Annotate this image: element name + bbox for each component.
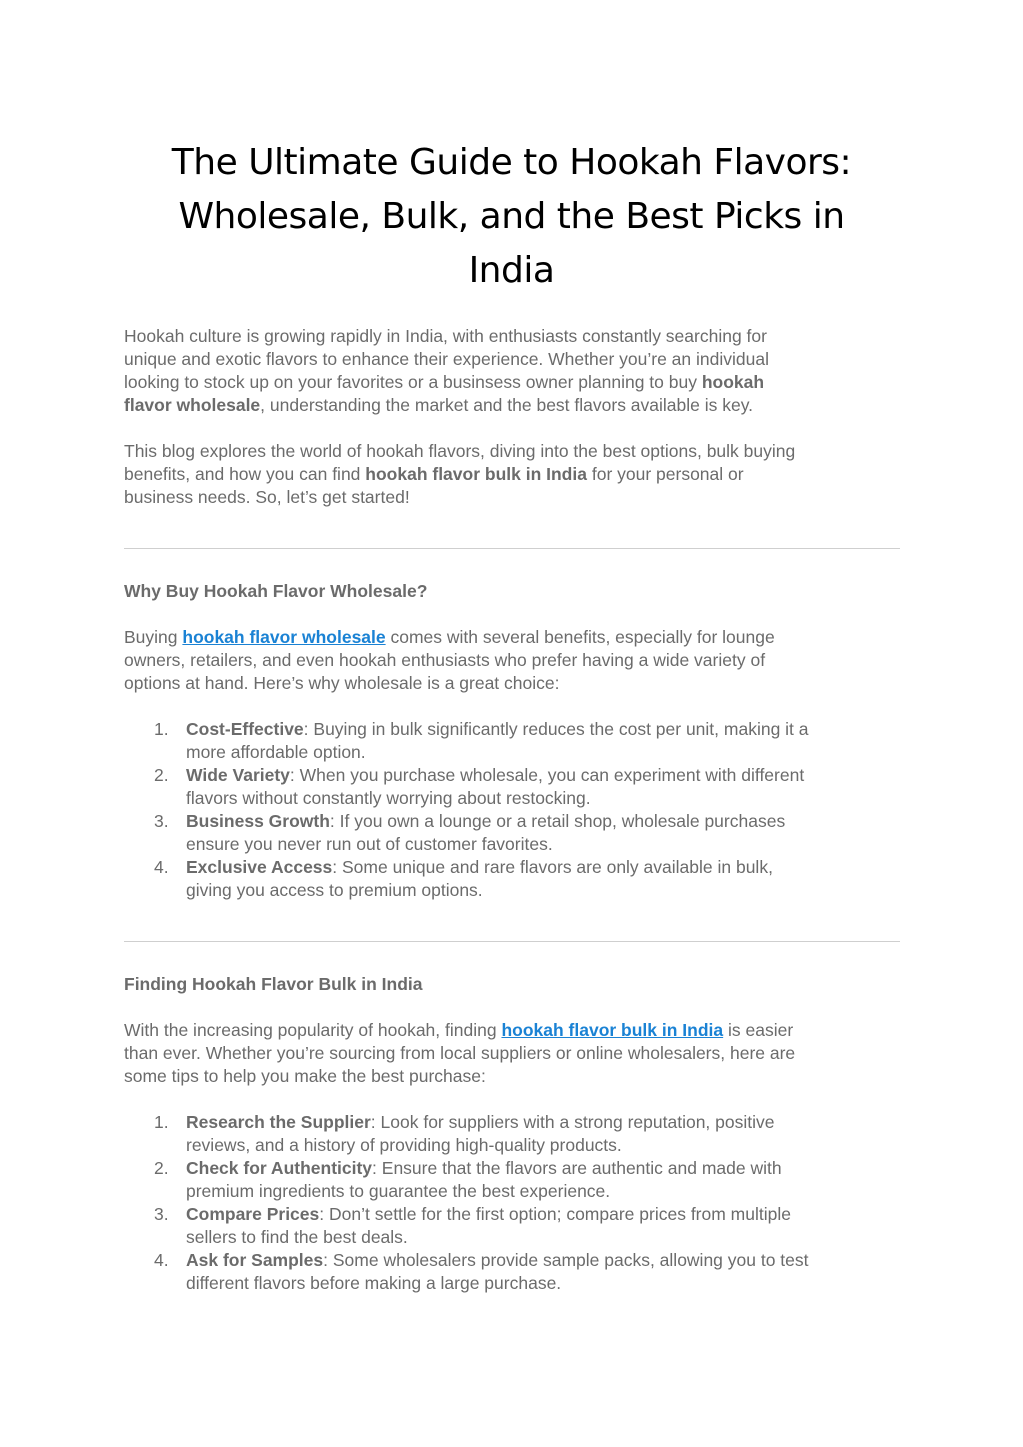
list-line: more affordable option. — [186, 742, 366, 762]
section-heading-bulk-india: Finding Hookah Flavor Bulk in India — [124, 974, 423, 994]
title-line-2: Wholesale, Bulk, and the Best Picks in — [178, 196, 845, 237]
intro-p1-line — [124, 371, 904, 394]
section1-text: comes with several benefits, especially for lounge — [385, 627, 775, 647]
list-item — [124, 856, 914, 902]
list-item — [124, 1249, 914, 1295]
section1-line: owners, retailers, and even hookah enthusiasts who prefer having a wide variety of — [124, 650, 766, 670]
intro-text: looking to stock up on your favorites or a businsess owner planning to buy — [124, 372, 702, 392]
list-item-term: Research the Supplier — [186, 1112, 371, 1132]
hookah-flavor-bulk-india-link[interactable]: hookah flavor bulk in India — [501, 1020, 724, 1040]
list-line — [186, 764, 914, 787]
intro-p1-line: unique and exotic flavors to enhance their experience. Whether you’re an individual — [124, 349, 769, 369]
list-number: 1. — [154, 1112, 169, 1132]
section1-text: Buying — [124, 627, 183, 647]
list-item-term: Check for Authenticity — [186, 1158, 373, 1178]
title-line-3: India — [468, 250, 555, 291]
list-item — [124, 810, 914, 856]
list-line: reviews, and a history of providing high-quality products. — [186, 1135, 622, 1155]
intro-bold-keyword: flavor wholesale — [124, 395, 261, 415]
section1-line: options at hand. Here’s why wholesale is a great choice: — [124, 673, 560, 693]
list-item-term: Wide Variety — [186, 765, 290, 785]
list-number: 2. — [154, 765, 169, 785]
section-heading-wholesale: Why Buy Hookah Flavor Wholesale? — [124, 581, 428, 601]
list-item — [124, 1157, 914, 1203]
list-item-text: : Some unique and rare flavors are only available in bulk, — [332, 857, 773, 877]
intro-p2-line: business needs. So, let’s get started! — [124, 487, 410, 507]
list-item-term: Business Growth — [186, 811, 330, 831]
list-item-text: : Look for suppliers with a strong reputation, positive — [370, 1112, 775, 1132]
list-line — [186, 1203, 914, 1226]
page-title — [100, 136, 923, 298]
list-line — [186, 856, 914, 879]
intro-p1-line — [124, 394, 904, 417]
intro-bold-keyword: hookah — [701, 372, 765, 392]
list-item-text: : Don’t settle for the first option; compare prices from multiple — [319, 1204, 791, 1224]
list-number: 3. — [154, 1204, 169, 1224]
list-item — [124, 718, 914, 764]
intro-text: for your personal or — [586, 464, 744, 484]
title-line-1: The Ultimate Guide to Hookah Flavors: — [171, 142, 852, 183]
list-line: sellers to find the best deals. — [186, 1227, 408, 1247]
list-line — [186, 1111, 914, 1134]
list-item — [124, 764, 914, 810]
list-item-term: Exclusive Access — [186, 857, 333, 877]
list-item-text: : Some wholesalers provide sample packs, allowing you to test — [323, 1250, 809, 1270]
list-item — [124, 1203, 914, 1249]
intro-paragraph-1 — [124, 325, 904, 417]
list-line — [186, 1157, 914, 1180]
wholesale-benefits-list — [124, 718, 914, 902]
list-item-text: : When you purchase wholesale, you can experiment with different — [289, 765, 805, 785]
intro-text: benefits, and how you can find — [124, 464, 366, 484]
section-divider — [124, 941, 900, 942]
list-line: ensure you never run out of customer favorites. — [186, 834, 553, 854]
section2-line — [124, 1019, 904, 1042]
intro-text: , understanding the market and the best flavors available is key. — [260, 395, 754, 415]
section1-line — [124, 626, 904, 649]
section1-paragraph — [124, 626, 904, 695]
list-item-text: : Buying in bulk significantly reduces the cost per unit, making it a — [303, 719, 809, 739]
list-number: 3. — [154, 811, 169, 831]
list-number: 4. — [154, 857, 169, 877]
list-item — [124, 1111, 914, 1157]
list-number: 2. — [154, 1158, 169, 1178]
list-item-term: Compare Prices — [186, 1204, 320, 1224]
list-line — [186, 718, 914, 741]
list-line: giving you access to premium options. — [186, 880, 483, 900]
list-item-text: : If you own a lounge or a retail shop, wholesale purchases — [329, 811, 786, 831]
list-line: different flavors before making a large purchase. — [186, 1273, 562, 1293]
section2-paragraph — [124, 1019, 904, 1088]
section2-text: With the increasing popularity of hookah, finding — [124, 1020, 502, 1040]
list-line: flavors without constantly worrying about restocking. — [186, 788, 591, 808]
section2-line: some tips to help you make the best purchase: — [124, 1066, 486, 1086]
list-number: 1. — [154, 719, 169, 739]
intro-p2-line: This blog explores the world of hookah flavors, diving into the best options, bulk buying — [124, 441, 796, 461]
list-line — [186, 1249, 914, 1272]
section-divider — [124, 548, 900, 549]
list-item-term: Cost-Effective — [186, 719, 304, 739]
intro-p1-line: Hookah culture is growing rapidly in India, with enthusiasts constantly searching for — [124, 326, 767, 346]
section2-text: is easier — [723, 1020, 794, 1040]
list-item-term: Ask for Samples — [186, 1250, 324, 1270]
list-item-text: : Ensure that the flavors are authentic and made with — [372, 1158, 782, 1178]
buying-tips-list — [124, 1111, 914, 1295]
section2-line: than ever. Whether you’re sourcing from local suppliers or online wholesalers, here are — [124, 1043, 796, 1063]
intro-bold-keyword: hookah flavor bulk in India — [365, 464, 587, 484]
intro-paragraph-2 — [124, 440, 904, 509]
list-number: 4. — [154, 1250, 169, 1270]
list-line: premium ingredients to guarantee the best experience. — [186, 1181, 611, 1201]
list-line — [186, 810, 914, 833]
hookah-flavor-wholesale-link[interactable]: hookah flavor wholesale — [182, 627, 386, 647]
intro-p2-line — [124, 463, 904, 486]
